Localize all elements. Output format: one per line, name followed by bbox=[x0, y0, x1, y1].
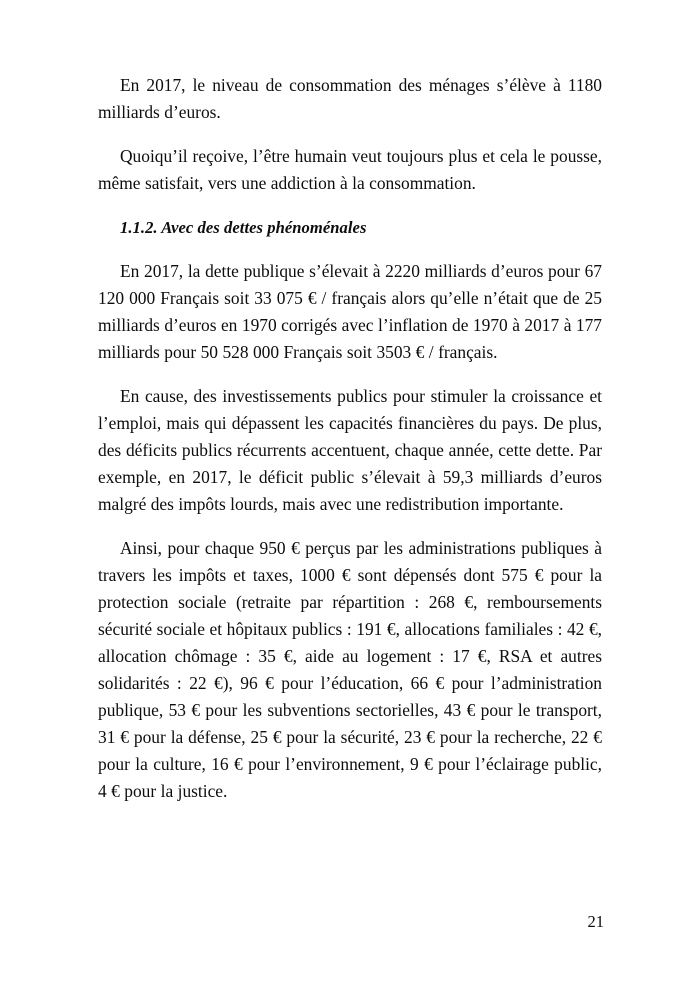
paragraph-dette-publique: En 2017, la dette publique s’élevait à 2220 milliards d’euros pour 67 120 000 Français soit 33 075 € / français alors qu’elle n’était que de 25 milliards d’euros en 1970 corrigés avec l’inflation de 1970 à 2017 à 177 milliards pour 50 528 000 Français soit 3503 € / français. bbox=[98, 261, 602, 362]
section-heading-1-1-2: 1.1.2. Avec des dettes phénoménales bbox=[120, 218, 367, 237]
paragraph-consommation-menages: En 2017, le niveau de consommation des ménages s’élève à 1180 milliards d’euros. bbox=[98, 75, 602, 122]
page-text-block bbox=[98, 72, 602, 805]
paragraph-addiction-consommation: Quoiqu’il reçoive, l’être humain veut toujours plus et cela le pousse, même satisfait, vers une addiction à la consommation. bbox=[98, 146, 602, 193]
paragraph-repartition-depenses: Ainsi, pour chaque 950 € perçus par les administrations publiques à travers les impôts et taxes, 1000 € sont dépensés dont 575 € pour la protection sociale (retraite par répartition : 268 €, remboursements sécurité sociale et hôpitaux publics : 191 €, allocations familiales : 42 €, allocation chômage : 35 €, aide au logement : 17 €, RSA et autres solidarités : 22 €), 96 € pour l’éducation, 66 € pour l’administration publique, 53 € pour les subventions sectorielles, 43 € pour le transport, 31 € pour la défense, 25 € pour la sécurité, 23 € pour la recherche, 22 € pour la culture, 16 € pour l’environnement, 9 € pour l’éclairage public, 4 € pour la justice. bbox=[98, 538, 602, 801]
paragraph-investissements-deficit: En cause, des investissements publics pour stimuler la croissance et l’emploi, mais qui dépassent les capacités financières du pays. De plus, des déficits publics récurrents accentuent, chaque année, cette dette. Par exemple, en 2017, le déficit public s’élevait à 59,3 milliards d’euros malgré des impôts lourds, mais avec une redistribution importante. bbox=[98, 386, 602, 514]
page-number: 21 bbox=[587, 912, 604, 931]
